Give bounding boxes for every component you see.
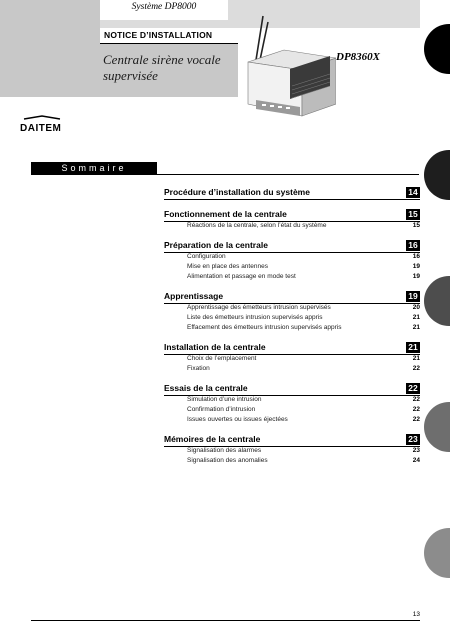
- section-page: 22: [406, 383, 420, 394]
- toc-item[interactable]: Signalisation des anomalies: [187, 457, 268, 464]
- chapter-tab-3: [424, 276, 450, 326]
- toc-item[interactable]: Issues ouvertes ou issues éjectées: [187, 416, 288, 423]
- product-title-line1: Centrale sirène vocale: [103, 52, 221, 67]
- toc-item-page: 24: [412, 457, 420, 464]
- toc-item[interactable]: Liste des émetteurs intrusion supervisés appris: [187, 314, 323, 321]
- toc-item-page: 21: [412, 314, 420, 321]
- section-title[interactable]: Fonctionnement de la centrale: [164, 209, 287, 219]
- model-label: DP8360X: [336, 51, 380, 63]
- toc-item-page: 22: [412, 365, 420, 372]
- toc-item[interactable]: Choix de l’emplacement: [187, 355, 257, 362]
- toc-item[interactable]: Apprentissage des émetteurs intrusion supervisés: [187, 304, 331, 311]
- product-title: [103, 52, 238, 84]
- section-page: 21: [406, 342, 420, 353]
- toc-item[interactable]: Alimentation et passage en mode test: [187, 273, 296, 280]
- toc-item-page: 22: [412, 416, 420, 423]
- section-rule: [164, 199, 420, 200]
- toc-item[interactable]: Signalisation des alarmes: [187, 447, 262, 454]
- section-title[interactable]: Mémoires de la centrale: [164, 434, 261, 444]
- section-page: 15: [406, 209, 420, 220]
- toc-item[interactable]: Fixation: [187, 365, 210, 372]
- page-number: 13: [412, 611, 420, 618]
- sommaire-rule: [157, 174, 419, 175]
- toc-item[interactable]: Configuration: [187, 253, 226, 260]
- section-title[interactable]: Installation de la centrale: [164, 342, 266, 352]
- section-page: 14: [406, 187, 420, 198]
- device-illustration: [244, 12, 336, 122]
- section-page: 23: [406, 434, 420, 445]
- toc-item-page: 23: [412, 447, 420, 454]
- section-title[interactable]: Procédure d’installation du système: [164, 187, 310, 197]
- section-page: 16: [406, 240, 420, 251]
- section-page: 19: [406, 291, 420, 302]
- toc-item-page: 20: [412, 304, 420, 311]
- chapter-tab-5: [424, 528, 450, 578]
- system-label: Système DP8000: [131, 2, 197, 12]
- footer-rule: [31, 620, 420, 621]
- header-divider: [100, 43, 238, 44]
- section-title[interactable]: Préparation de la centrale: [164, 240, 268, 250]
- toc-item-page: 22: [412, 396, 420, 403]
- toc-item[interactable]: Effacement des émetteurs intrusion supervisés appris: [187, 324, 342, 331]
- toc-item-page: 22: [412, 406, 420, 413]
- product-title-line2: supervisée: [103, 68, 158, 83]
- toc-item-page: 19: [412, 263, 420, 270]
- toc-item[interactable]: Simulation d’une intrusion: [187, 396, 262, 403]
- chapter-tab-4: [424, 402, 450, 452]
- toc-item-page: 21: [412, 324, 420, 331]
- section-title[interactable]: Essais de la centrale: [164, 383, 248, 393]
- toc-item-page: 15: [412, 222, 420, 229]
- toc-item[interactable]: Mise en place des antennes: [187, 263, 268, 270]
- chapter-tab-1: [424, 24, 450, 74]
- toc-item[interactable]: Confirmation d’intrusion: [187, 406, 256, 413]
- toc-item[interactable]: Réactions de la centrale, selon l’état du système: [187, 222, 327, 229]
- section-title[interactable]: Apprentissage: [164, 291, 224, 301]
- sommaire-label: Sommaire: [61, 163, 127, 173]
- daitem-logo-text: DAITEM: [20, 123, 62, 133]
- toc-item-page: 16: [412, 253, 420, 260]
- daitem-logo: [20, 115, 76, 138]
- toc-item-page: 19: [412, 273, 420, 280]
- toc-item-page: 21: [412, 355, 420, 362]
- notice-title: NOTICE D’INSTALLATION: [104, 30, 213, 40]
- chapter-tab-2: [424, 150, 450, 200]
